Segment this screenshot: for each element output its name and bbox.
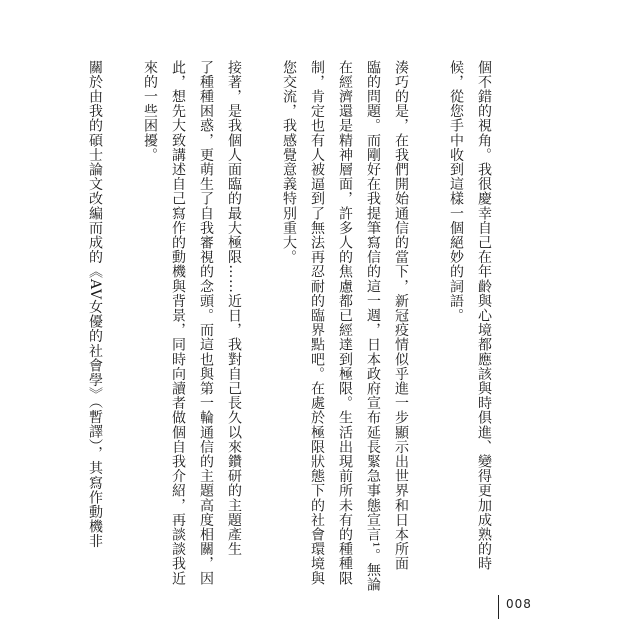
text-column: 個不錯的視角。我很慶幸自己在年齡與心境都應該與時俱進、變得更加成熟的時 <box>476 60 492 571</box>
text-column: 制，肯定也有人被逼到了無法再忍耐的臨界點吧。在處於極限狀態下的社會環境與 <box>309 60 325 586</box>
page-number-divider <box>498 595 499 619</box>
vertical-text-block <box>87 60 492 592</box>
text-column: 接著，是我個人面臨的最大極限……近日，我對自己長久以來鑽研的主題產生 <box>226 60 242 557</box>
page-number: 008 <box>506 597 532 611</box>
text-column: 來的一些困擾。 <box>142 60 158 163</box>
text-column: 湊巧的是，在我們開始通信的當下，新冠疫情似乎進一步顯示出世界和日本所面 <box>393 60 409 571</box>
paragraph-gap <box>253 60 269 530</box>
paragraph-gap <box>114 60 130 530</box>
text-column: 此，想先大致講述自己寫作的動機與背景，同時向讀者做個自我介紹，再談談我近 <box>170 60 186 586</box>
paragraph-gap <box>420 60 436 530</box>
text-column: 您交流，我感覺意義特別重大。 <box>281 60 297 265</box>
text-column: 在經濟還是精神層面，許多人的焦慮都已經達到極限。生活出現前所未有的種種限 <box>337 60 353 586</box>
text-column: 關於由我的碩士論文改編而成的《AV女優的社會學》（暫譯），其寫作動機非 <box>87 60 103 549</box>
text-column: 候，從您手中收到這樣一個絕妙的詞語。 <box>448 60 464 323</box>
text-column: 了種種困惑，更萌生了自我審視的念頭。而這也與第一輪通信的主題高度相關，因 <box>198 60 214 586</box>
text-column: 臨的問題。而剛好在我提筆寫信的這一週，日本政府宣布延長緊急事態宣言¹。無論 <box>365 60 381 592</box>
